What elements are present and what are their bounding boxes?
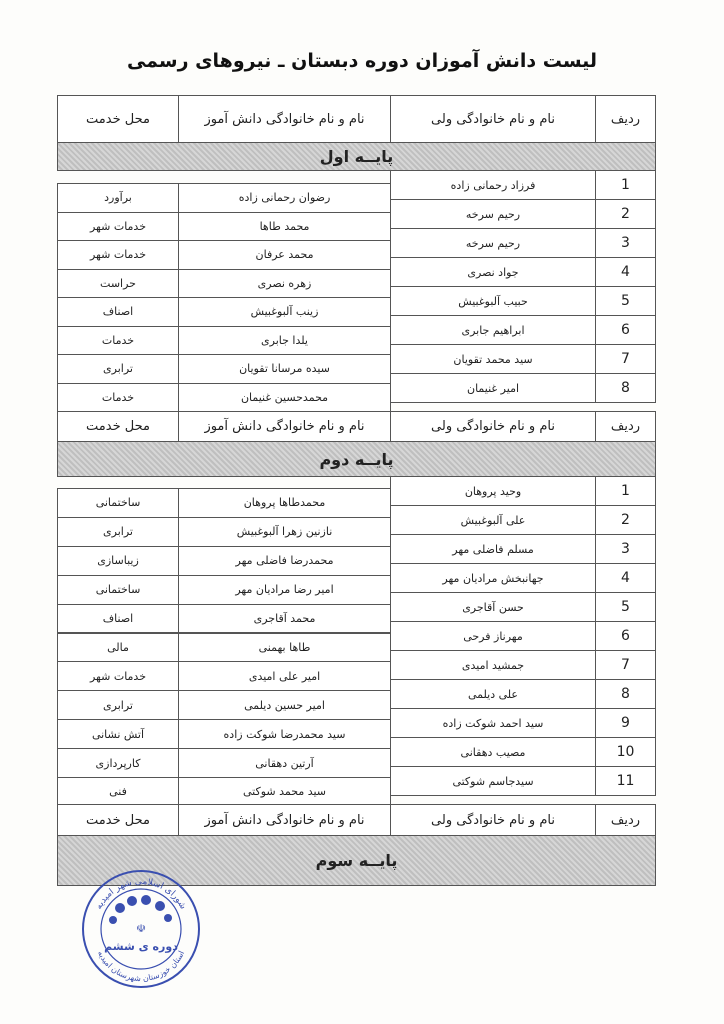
student-name-cell: آرتین دهقانی: [178, 748, 391, 778]
header-student: نام و نام خانوادگی دانش آموز: [178, 804, 391, 836]
svg-text:استان خوزستان شهرستان امیدیه: استان خوزستان شهرستان امیدیه: [95, 949, 187, 984]
grade-band: پایــه سوم: [57, 835, 656, 886]
row-number: 4: [595, 563, 656, 593]
service-location-cell: آتش نشانی: [57, 719, 179, 749]
header-row-number: ردیف: [595, 411, 656, 442]
header-parent: نام و نام خانوادگی ولی: [390, 95, 596, 143]
parent-name-cell: ابراهیم جابری: [390, 315, 596, 345]
service-location-cell: ساختمانی: [57, 575, 179, 605]
student-name-cell: یلدا جابری: [178, 326, 391, 356]
header-service: محل خدمت: [57, 411, 179, 442]
student-name-cell: رضوان رحمانی زاده: [178, 183, 391, 213]
student-name-cell: محمدطاها پروهان: [178, 488, 391, 518]
header-service: محل خدمت: [57, 804, 179, 836]
row-number: 4: [595, 257, 656, 287]
service-location-cell: زیباسازی: [57, 546, 179, 576]
student-name-cell: سید محمدرضا شوکت زاده: [178, 719, 391, 749]
row-number: 10: [595, 737, 656, 767]
row-number: 5: [595, 286, 656, 316]
header-parent: نام و نام خانوادگی ولی: [390, 804, 596, 836]
service-location-cell: اصناف: [57, 604, 179, 634]
service-location-cell: حراست: [57, 269, 179, 299]
header-parent: نام و نام خانوادگی ولی: [390, 411, 596, 442]
student-name-cell: امیر حسین دیلمی: [178, 690, 391, 720]
row-number: 8: [595, 373, 656, 403]
parent-name-cell: سید محمد تقویان: [390, 344, 596, 374]
service-location-cell: ساختمانی: [57, 488, 179, 518]
student-name-cell: طاها بهمنی: [178, 633, 391, 663]
service-location-cell: خدمات شهر: [57, 212, 179, 242]
row-number: 3: [595, 534, 656, 564]
row-number: 3: [595, 228, 656, 258]
student-name-cell: سیده مرسانا تقویان: [178, 354, 391, 384]
parent-name-cell: رحیم سرخه: [390, 228, 596, 258]
grade-band: پایــه اول: [57, 142, 656, 171]
student-name-cell: زهره نصری: [178, 269, 391, 299]
svg-text:☫: ☫: [136, 922, 146, 935]
parent-name-cell: جمشید امیدی: [390, 650, 596, 680]
header-row-number: ردیف: [595, 804, 656, 836]
parent-name-cell: جهانبخش مرادیان مهر: [390, 563, 596, 593]
seal-center-text: دوره ی ششم: [104, 940, 178, 953]
row-number: 6: [595, 621, 656, 651]
parent-name-cell: وحید پروهان: [390, 476, 596, 506]
parent-name-cell: مسلم فاضلی مهر: [390, 534, 596, 564]
student-name-cell: محمدرضا فاضلی مهر: [178, 546, 391, 576]
parent-name-cell: امیر غنیمان: [390, 373, 596, 403]
service-location-cell: ترابری: [57, 517, 179, 547]
student-name-cell: محمد طاها: [178, 212, 391, 242]
student-name-cell: زینب آلبوغبیش: [178, 297, 391, 327]
row-number: 8: [595, 679, 656, 709]
service-location-cell: خدمات شهر: [57, 661, 179, 691]
parent-name-cell: فرزاد رحمانی زاده: [390, 170, 596, 200]
service-location-cell: اصناف: [57, 297, 179, 327]
parent-name-cell: جواد نصری: [390, 257, 596, 287]
service-location-cell: کارپردازی: [57, 748, 179, 778]
service-location-cell: خدمات: [57, 326, 179, 356]
parent-name-cell: حسن آقاجری: [390, 592, 596, 622]
student-name-cell: نازنین زهرا آلبوغبیش: [178, 517, 391, 547]
parent-name-cell: سیدجاسم شوکتی: [390, 766, 596, 796]
row-number: 2: [595, 505, 656, 535]
parent-name-cell: مصیب دهقانی: [390, 737, 596, 767]
student-name-cell: محمد آقاجری: [178, 604, 391, 634]
service-location-cell: فنی: [57, 777, 179, 807]
row-number: 1: [595, 170, 656, 200]
student-name-cell: محمدحسین غنیمان: [178, 383, 391, 413]
row-number: 7: [595, 650, 656, 680]
row-number: 1: [595, 476, 656, 506]
header-student: نام و نام خانوادگی دانش آموز: [178, 411, 391, 442]
grade-band: پایــه دوم: [57, 441, 656, 477]
parent-name-cell: مهرناز فرحی: [390, 621, 596, 651]
parent-name-cell: علی آلبوغبیش: [390, 505, 596, 535]
council-seal: [80, 868, 202, 990]
student-name-cell: سید محمد شوکتی: [178, 777, 391, 807]
service-location-cell: مالی: [57, 633, 179, 663]
header-service: محل خدمت: [57, 95, 179, 143]
service-location-cell: خدمات شهر: [57, 240, 179, 270]
parent-name-cell: رحیم سرخه: [390, 199, 596, 229]
service-location-cell: خدمات: [57, 383, 179, 413]
row-number: 11: [595, 766, 656, 796]
parent-name-cell: حبیب آلبوغبیش: [390, 286, 596, 316]
parent-name-cell: سید احمد شوکت زاده: [390, 708, 596, 738]
service-location-cell: ترابری: [57, 690, 179, 720]
header-student: نام و نام خانوادگی دانش آموز: [178, 95, 391, 143]
row-number: 7: [595, 344, 656, 374]
svg-text:شورای اسلامی شهر امیدیه: شورای اسلامی شهر امیدیه: [94, 876, 188, 912]
row-number: 6: [595, 315, 656, 345]
page-title: لیست دانش آموزان دوره دبستان ـ نیروهای رسمی: [126, 50, 598, 72]
student-name-cell: محمد عرفان: [178, 240, 391, 270]
row-number: 2: [595, 199, 656, 229]
parent-name-cell: علی دیلمی: [390, 679, 596, 709]
service-location-cell: ترابری: [57, 354, 179, 384]
student-name-cell: امیر علی امیدی: [178, 661, 391, 691]
student-name-cell: امیر رضا مرادیان مهر: [178, 575, 391, 605]
service-location-cell: برآورد: [57, 183, 179, 213]
row-number: 9: [595, 708, 656, 738]
header-row-number: ردیف: [595, 95, 656, 143]
row-number: 5: [595, 592, 656, 622]
